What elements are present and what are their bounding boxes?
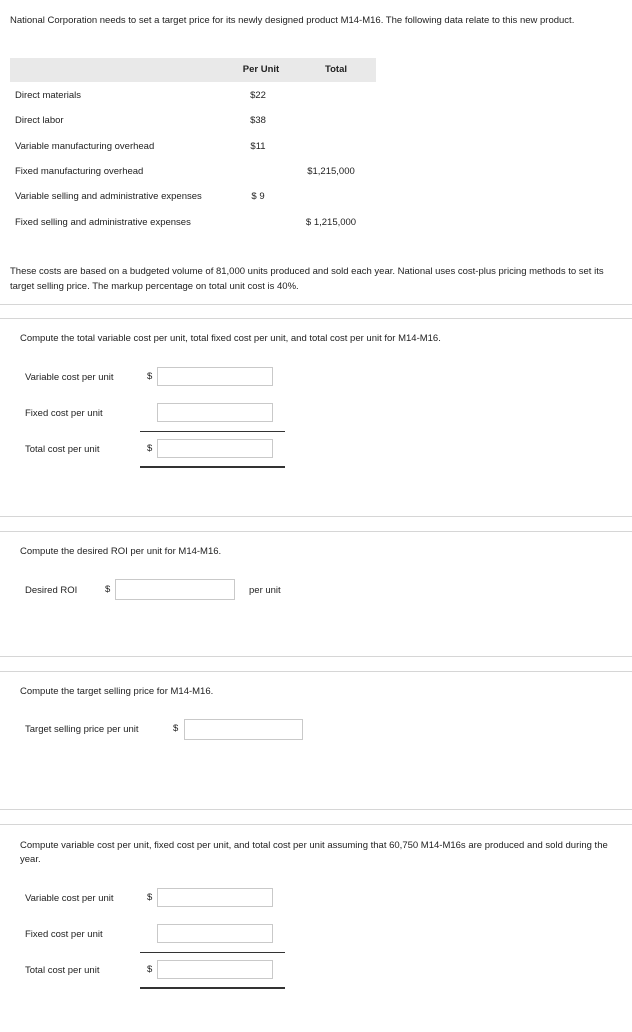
row-value-per-unit: $22: [250, 90, 266, 101]
row-label-direct-labor: Direct labor: [15, 115, 64, 126]
divider: [0, 531, 632, 532]
fixed-cost-input[interactable]: [157, 403, 273, 422]
row-label-variable-mfg-overhead: Variable manufacturing overhead: [15, 141, 155, 152]
fixed-cost-label: Fixed cost per unit: [25, 929, 103, 940]
currency-symbol: $: [147, 443, 153, 454]
row-label-direct-materials: Direct materials: [15, 90, 81, 101]
desired-roi-input[interactable]: [115, 579, 235, 600]
part-c-question: Compute the target selling price for M14-M16.: [20, 686, 214, 697]
divider: [0, 516, 632, 517]
total-cost-label: Total cost per unit: [25, 965, 100, 976]
divider: [0, 304, 632, 305]
total-cost-input-60750[interactable]: [157, 960, 273, 979]
fixed-cost-label: Fixed cost per unit: [25, 408, 103, 419]
currency-symbol: $: [173, 723, 179, 734]
desired-roi-label: Desired ROI: [25, 585, 78, 596]
currency-symbol: $: [147, 892, 153, 903]
divider: [0, 318, 632, 319]
per-unit-suffix: per unit: [249, 585, 281, 596]
total-double-underline: [140, 466, 285, 468]
row-value-per-unit: $ 9: [251, 191, 265, 202]
currency-symbol: $: [147, 964, 153, 975]
row-value-total: $ 1,215,000: [305, 217, 357, 228]
sum-underline: [140, 952, 285, 953]
row-label-fixed-sga: Fixed selling and administrative expenses: [15, 217, 191, 228]
sum-underline: [140, 431, 285, 432]
divider: [0, 824, 632, 825]
variable-cost-input[interactable]: [157, 367, 273, 386]
row-label-variable-sga: Variable selling and administrative expenses: [15, 191, 202, 202]
row-value-total: $1,215,000: [307, 166, 355, 177]
header-total: Total: [325, 64, 347, 75]
target-price-input[interactable]: [184, 719, 303, 740]
header-per-unit: Per Unit: [242, 64, 280, 75]
variable-cost-label: Variable cost per unit: [25, 893, 114, 904]
currency-symbol: $: [147, 371, 153, 382]
divider: [0, 809, 632, 810]
currency-symbol: $: [105, 584, 111, 595]
part-b-question: Compute the desired ROI per unit for M14-M16.: [20, 546, 222, 557]
fixed-cost-input-60750[interactable]: [157, 924, 273, 943]
total-cost-label: Total cost per unit: [25, 444, 100, 455]
row-value-per-unit: $38: [250, 115, 266, 126]
part-d-question: Compute variable cost per unit, fixed cost per unit, and total cost per unit assuming that 60,750 M14-M16s are produced and sold during the year.: [20, 840, 608, 865]
total-cost-input[interactable]: [157, 439, 273, 458]
variable-cost-label: Variable cost per unit: [25, 372, 114, 383]
intro-text: National Corporation needs to set a target price for its newly designed product M14-M16. The following data relate to this new product.: [10, 15, 575, 26]
assumptions-text: These costs are based on a budgeted volume of 81,000 units produced and sold each year. National uses cost-plus pricing methods to set its target selling price. The markup percentage on total unit cost is 40%.: [10, 266, 604, 292]
total-double-underline: [140, 987, 285, 989]
target-price-label: Target selling price per unit: [25, 724, 139, 735]
part-a-question: Compute the total variable cost per unit, total fixed cost per unit, and total cost per unit for M14-M16.: [20, 333, 441, 344]
row-value-per-unit: $11: [250, 141, 266, 152]
row-label-fixed-mfg-overhead: Fixed manufacturing overhead: [15, 166, 144, 177]
divider: [0, 656, 632, 657]
variable-cost-input-60750[interactable]: [157, 888, 273, 907]
divider: [0, 671, 632, 672]
